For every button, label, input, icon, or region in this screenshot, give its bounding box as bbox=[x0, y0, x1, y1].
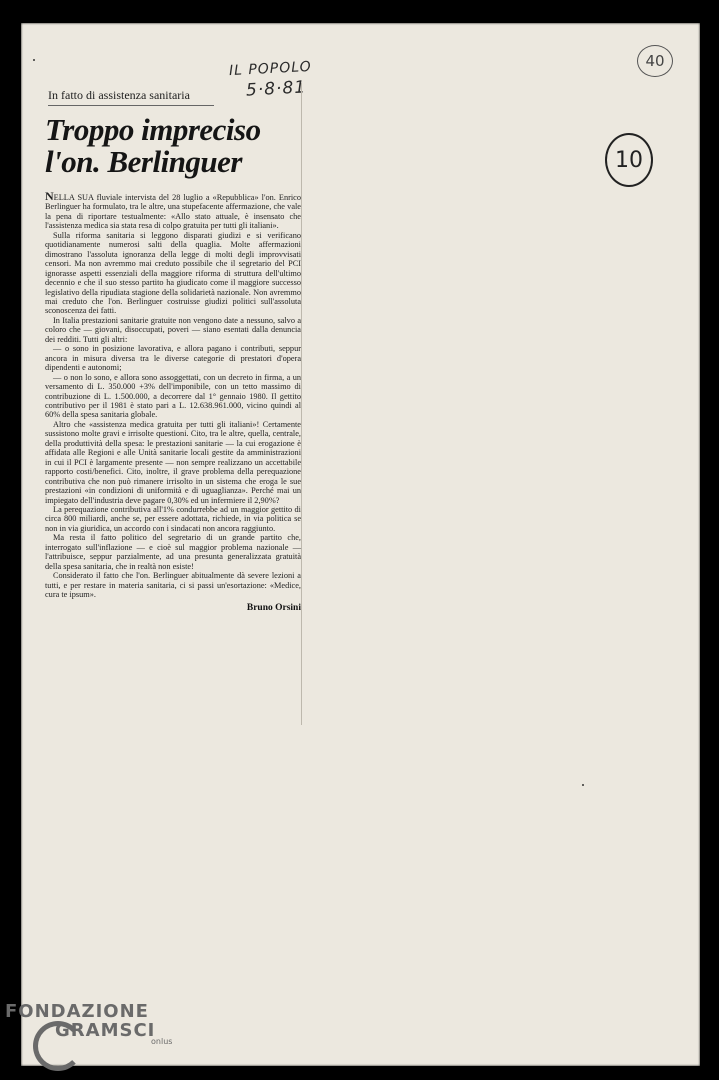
watermark-g-logo-icon bbox=[33, 1021, 83, 1071]
circled-document-number: 10 bbox=[605, 133, 653, 187]
article-paragraph: NELLA SUA fluviale intervista del 28 luglio a «Repubblica» l'on. Enrico Berlinguer ha formulato, tra le altre, una stupefacente affermazione, che vale la pena di riportare testualmente: «Allo stato attuale, è insensato che l'assistenza medica sia stata resa di colpo gratuita per tutti gli italiani». bbox=[45, 189, 301, 231]
article-body bbox=[45, 189, 301, 600]
article-paragraph: — o non lo sono, e allora sono assoggettati, con un decreto in firma, a un versamento di L. 350.000 +3% dell'imponibile, con un tetto massimo di contribuzione di L. 1.500.000, a decorrere dal 1° gennaio 1980. Il gettito contributivo per il 1981 è stato pari a L. 12.638.961.000, vicino quindi al 60% della spesa sanitaria globale. bbox=[45, 372, 301, 420]
watermark-line-2: GRAMSCI bbox=[55, 1020, 156, 1041]
article-paragraph: La perequazione contributiva all'1% condurrebbe ad un maggior gettito di circa 800 miliardi, anche se, per essere adottata, richiede, in via politica se non in via giuridica, un accordo con i sindacati non ancora raggiunto. bbox=[45, 504, 301, 533]
handwritten-source: IL POPOLO bbox=[228, 58, 313, 80]
article-byline: Bruno Orsini bbox=[246, 603, 301, 614]
article-paragraph: Considerato il fatto che l'on. Berlinguer abitualmente dà severe lezioni a tutti, e per restare in materia sanitaria, ci si passi un'esortazione: «Medice, cura te ipsum». bbox=[45, 571, 301, 600]
paper-speck bbox=[582, 784, 584, 786]
newspaper-clipping bbox=[45, 83, 302, 725]
article-paragraph: Ma resta il fatto politico del segretario di un grande partito che, interrogato sull'inflazione — e cioè sul maggior problema nazionale — l'attribuisce, seppur parzialmente, ad una presunta generalizzata gratuità della spesa sanitaria, che in realtà non esiste! bbox=[45, 533, 301, 571]
handwritten-date: 5·8·81 bbox=[245, 77, 307, 101]
paper-speck bbox=[33, 59, 35, 61]
article-paragraph: In Italia prestazioni sanitarie gratuite non vengono date a nessuno, salvo a coloro che — giovani, disoccupati, poveri — siano esentati dalla denuncia dei redditi. Tutti gli altri: bbox=[45, 315, 301, 344]
headline-line-1: Troppo impreciso bbox=[45, 112, 261, 147]
watermark-onlus: onlus bbox=[151, 1037, 173, 1046]
fondazione-gramsci-watermark bbox=[5, 1001, 172, 1046]
headline-line-2: l'on. Berlinguer bbox=[45, 144, 242, 179]
drop-cap: N bbox=[45, 189, 54, 203]
kicker-underline bbox=[48, 105, 214, 106]
circled-page-number: 40 bbox=[637, 45, 673, 77]
article-paragraph: — o sono in posizione lavorativa, e allora pagano i contributi, seppur ancora in misura diversa tra le diverse categorie di prestatori d'opera dipendenti e autonomi; bbox=[45, 344, 301, 373]
watermark-line-1: FONDAZIONE bbox=[5, 1001, 149, 1022]
article-paragraph: Altro che «assistenza medica gratuita per tutti gli italiani»! Certamente sussistono molte gravi e irrisolte questioni. Cito, tra le altre, quella, centrale, della produttività della spesa: le prestazioni sanitarie — la cui erogazione è affidata alle Regioni e alle Unità sanitarie locali gestite da amministrazioni in cui il PCI è largamente presente — non sempre realizzano un accettabile rapporto costi/benefici. Cito, inoltre, il grave problema della perequazione contributiva che non può rimanere irrisolto in un sistema che eroga le sue prestazioni «in condizioni di uniformità e di uguaglianza». Perché mai un impiegato dell'industria deve pagare 0,30% ed un infermiere il 2,90%? bbox=[45, 419, 301, 505]
archive-sheet bbox=[21, 23, 700, 1066]
article-headline bbox=[45, 114, 301, 178]
article-paragraph: Sulla riforma sanitaria si leggono disparati giudizi e si verificano quotidianamente numerosi salti della quaglia. Molte affermazioni dimostrano l'assoluta ignoranza della legge di molti degli improvvisati censori. Ma non avremmo mai creduto possibile che il segretario del PCI ignorasse aspetti essenziali della maggiore riforma di struttura dell'ultimo decennio e che il suo stesso partito ha giudicato come il maggiore successo legislativo della ripudiata stagione della solidarietà nazionale. Non avremmo mai creduto che l'on. Berlinguer costruisse giudizi politici sull'assoluta sconoscenza dei fatti. bbox=[45, 230, 301, 316]
article-kicker: In fatto di assistenza sanitaria bbox=[48, 88, 190, 102]
